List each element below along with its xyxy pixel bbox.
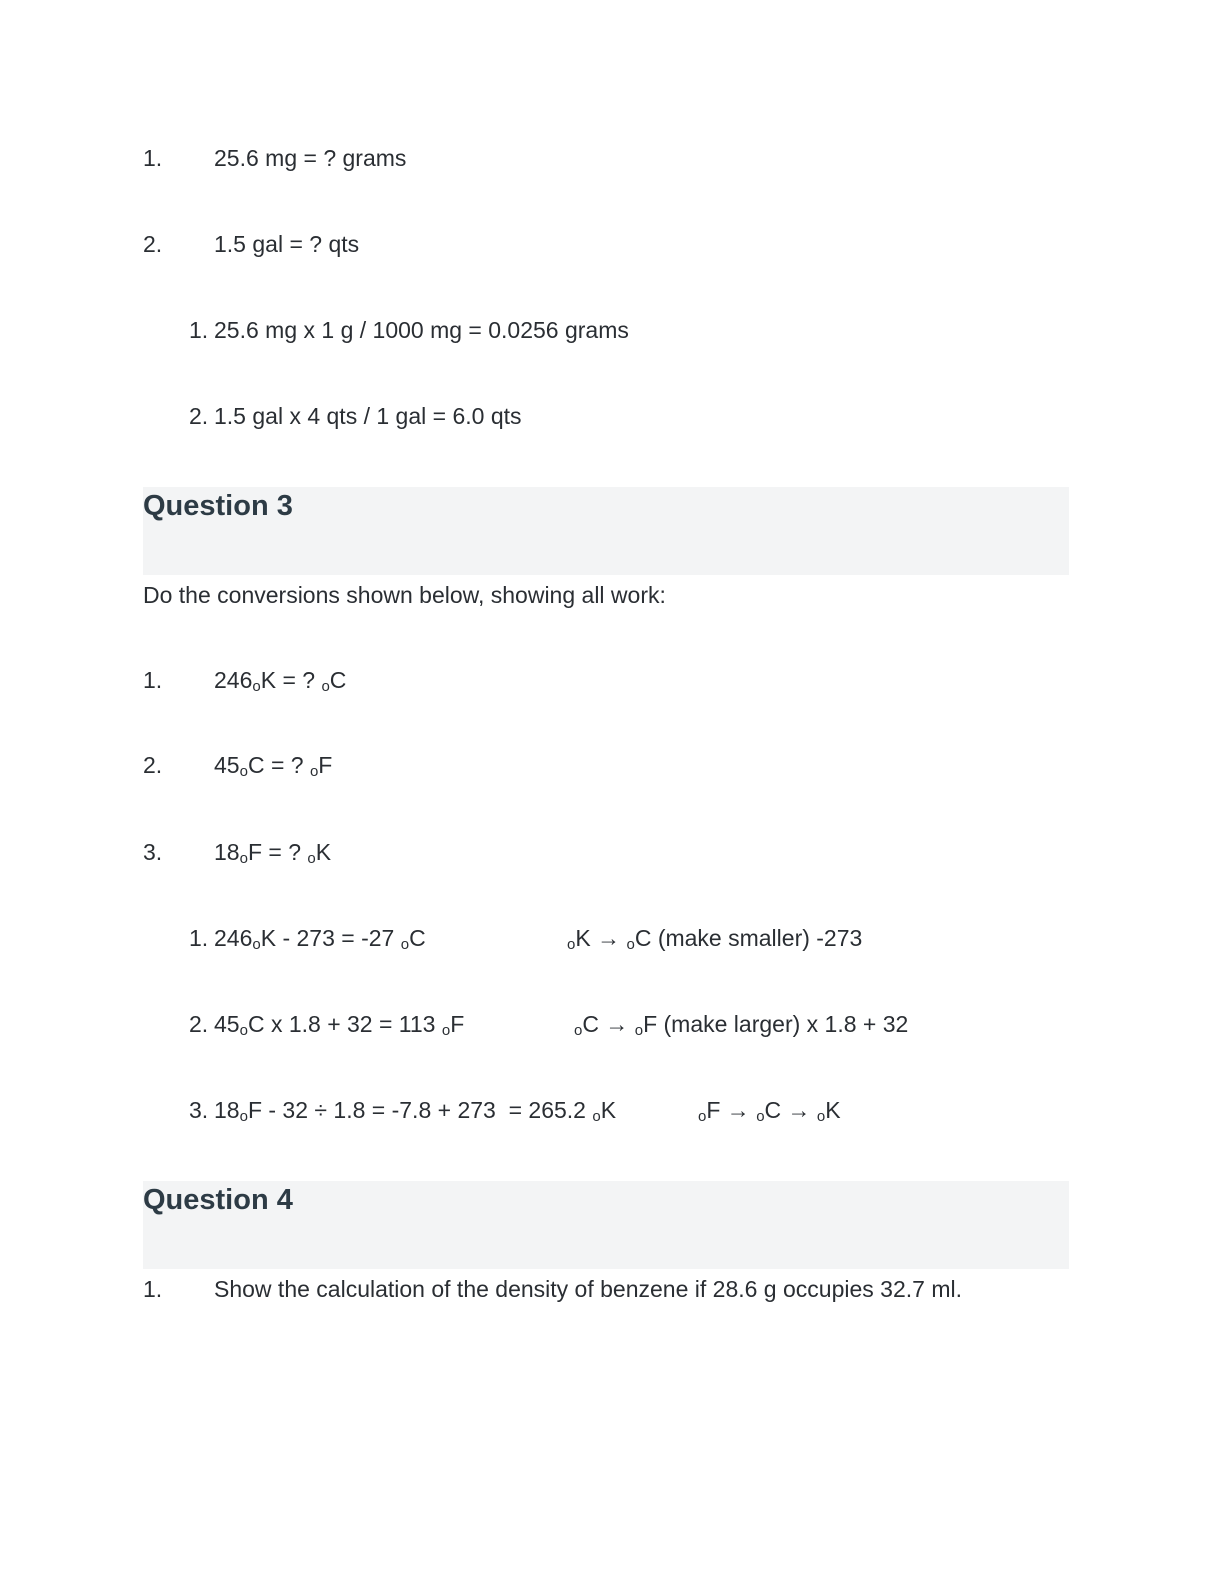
q2-item-2-number: 2. [143, 231, 163, 257]
q2-answer-1-text: 25.6 mg x 1 g / 1000 mg = 0.0256 grams [214, 317, 629, 343]
q3-answer-3-text: 18oF - 32 ÷ 1.8 = -7.8 + 273 = 265.2 oK [214, 1097, 617, 1125]
q4-item-1-number: 1. [143, 1276, 163, 1302]
q3-item-2-number: 2. [143, 752, 163, 778]
q3-answer-2-note: oC → oF (make larger) x 1.8 + 32 [574, 1011, 909, 1039]
q3-item-2-text: 45oC = ? oF [214, 752, 333, 780]
q3-answer-2-text: 45oC x 1.8 + 32 = 113 oF [214, 1011, 465, 1039]
q3-answer-2-number: 2. [189, 1011, 209, 1037]
q2-item-1-text: 25.6 mg = ? grams [214, 145, 407, 171]
q2-answer-2-text: 1.5 gal x 4 qts / 1 gal = 6.0 qts [214, 403, 522, 429]
q4-item-1-text: Show the calculation of the density of benzene if 28.6 g occupies 32.7 ml. [214, 1276, 962, 1302]
q3-item-1-number: 1. [143, 667, 163, 693]
q2-answer-2-number: 2. [189, 403, 209, 429]
q3-answer-3-note: oF → oC → oK [698, 1097, 841, 1125]
q3-item-3-number: 3. [143, 839, 163, 865]
question-4-title: Question 4 [143, 1184, 293, 1216]
q3-answer-3-number: 3. [189, 1097, 209, 1123]
question-3-header [143, 487, 1069, 575]
q3-answer-1-number: 1. [189, 925, 209, 951]
q2-answer-1-number: 1. [189, 317, 209, 343]
q2-item-2-text: 1.5 gal = ? qts [214, 231, 360, 257]
question-4-header [143, 1181, 1069, 1269]
q2-item-1-number: 1. [143, 145, 163, 171]
q3-answer-1-text: 246oK - 273 = -27 oC [214, 925, 426, 953]
q3-item-3-text: 18oF = ? oK [214, 839, 332, 867]
q3-answer-1-note: oK → oC (make smaller) -273 [567, 925, 863, 953]
q3-item-1-text: 246oK = ? oC [214, 667, 347, 695]
question-3-title: Question 3 [143, 490, 293, 522]
question-3-prompt: Do the conversions shown below, showing all work: [143, 582, 666, 608]
